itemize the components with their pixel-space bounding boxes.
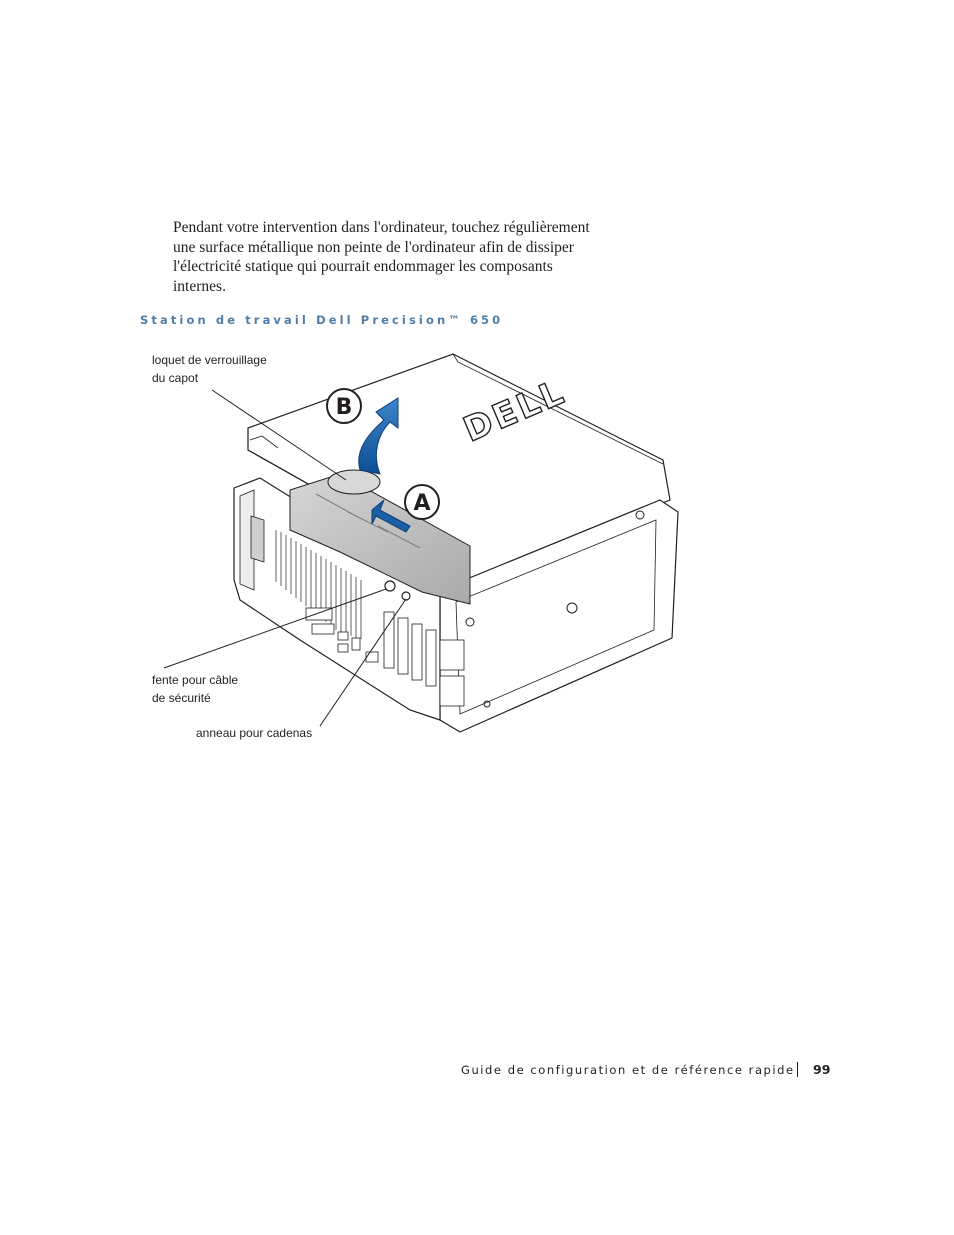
- footer-guide-title: [461, 1063, 795, 1077]
- callout-padlock-ring: [196, 725, 312, 743]
- step-b-label: B: [335, 395, 353, 420]
- callout-cable-slot-line: de sécurité: [152, 690, 211, 705]
- callout-latch: [152, 352, 267, 387]
- page-number: 99: [813, 1062, 831, 1077]
- figure-title: Station de travail Dell Precision™ 650: [140, 313, 504, 327]
- computer-cover-figure: [140, 340, 700, 740]
- paragraph-line: l'électricité statique qui pourrait endommager les composants: [173, 258, 553, 275]
- callout-cable-slot-line: fente pour câble: [152, 673, 239, 687]
- callout-padlock-ring-line: anneau pour cadenas: [196, 726, 313, 740]
- footer-title-text: Guide de configuration et de référence rapide: [461, 1063, 795, 1077]
- paragraph-line: Pendant votre intervention dans l'ordinateur, touchez régulièrement: [173, 219, 590, 236]
- instruction-paragraph: [173, 218, 623, 296]
- paragraph-line: une surface métallique non peinte de l'ordinateur afin de dissiper: [173, 238, 574, 256]
- cable-slot-hole: [385, 581, 395, 591]
- paragraph-line: internes.: [173, 277, 226, 295]
- callout-latch-line: loquet de verrouillage: [152, 353, 267, 367]
- padlock-ring: [402, 592, 410, 600]
- callout-cable-slot: [152, 672, 238, 707]
- callout-latch-line: du capot: [152, 370, 199, 385]
- lid-brand-logo: DELL: [457, 371, 572, 451]
- footer-separator: [797, 1062, 798, 1077]
- step-a-label: A: [413, 491, 431, 516]
